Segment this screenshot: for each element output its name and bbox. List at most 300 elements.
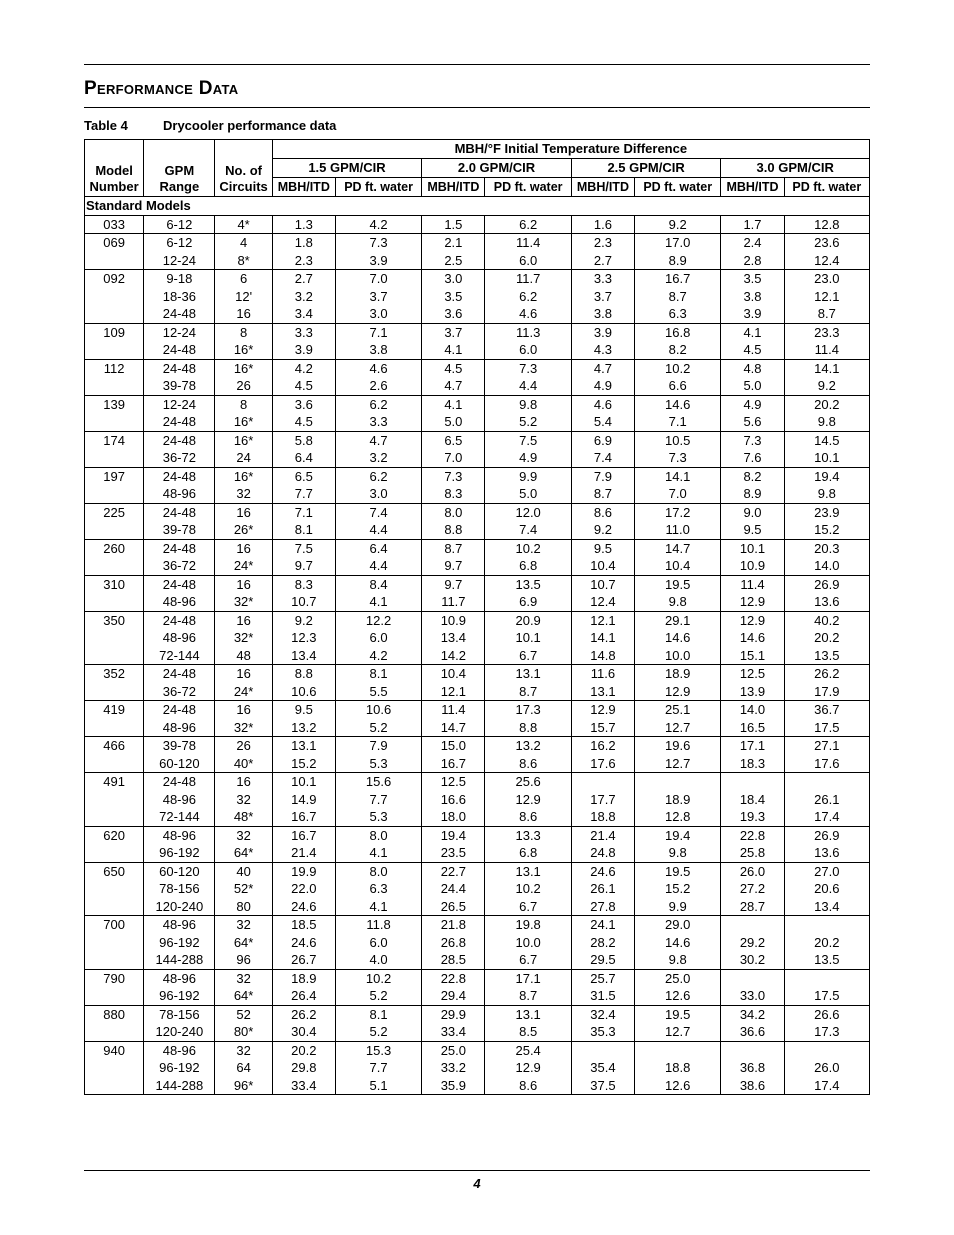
table-cell: 22.8 — [721, 826, 784, 844]
table-cell: 32* — [215, 593, 272, 611]
table-cell — [85, 288, 144, 306]
table-cell: 9.2 — [272, 611, 335, 629]
table-cell: 7.5 — [272, 539, 335, 557]
table-cell: 12.1 — [571, 611, 634, 629]
table-cell: 4.1 — [422, 341, 485, 359]
table-cell: 26.5 — [422, 898, 485, 916]
table-cell: 20.2 — [784, 629, 869, 647]
table-cell: 9.5 — [571, 539, 634, 557]
table-cell: 4.1 — [335, 593, 421, 611]
table-cell: 24-48 — [144, 503, 215, 521]
table-cell: 15.7 — [571, 719, 634, 737]
table-cell: 7.0 — [635, 485, 721, 503]
table-cell: 7.1 — [272, 503, 335, 521]
table-cell: 48-96 — [144, 969, 215, 987]
table-cell: 20.2 — [784, 395, 869, 413]
table-cell: 13.1 — [485, 1005, 571, 1023]
table-cell: 10.1 — [272, 773, 335, 791]
table-row — [85, 862, 870, 880]
table-cell: 12.7 — [635, 719, 721, 737]
table-cell: 1.6 — [571, 215, 634, 234]
table-cell: 9-18 — [144, 270, 215, 288]
table-cell — [85, 934, 144, 952]
table-cell: 16 — [215, 611, 272, 629]
table-cell: 6.9 — [571, 431, 634, 449]
table-cell: 15.3 — [335, 1041, 421, 1059]
table-cell: 24 — [215, 449, 272, 467]
table-cell: 6.8 — [485, 844, 571, 862]
table-row — [85, 503, 870, 521]
table-cell: 466 — [85, 737, 144, 755]
table-cell: 24* — [215, 557, 272, 575]
table-cell: 33.4 — [422, 1023, 485, 1041]
table-cell: 6.3 — [635, 305, 721, 323]
table-cell: 24-48 — [144, 359, 215, 377]
table-cell: 13.9 — [721, 683, 784, 701]
table-cell: 17.0 — [635, 234, 721, 252]
table-cell: 12.9 — [485, 1059, 571, 1077]
table-cell: 48-96 — [144, 826, 215, 844]
table-cell: 19.4 — [635, 826, 721, 844]
table-cell: 9.8 — [635, 593, 721, 611]
table-cell: 27.1 — [784, 737, 869, 755]
table-cell: 19.5 — [635, 1005, 721, 1023]
table-row — [85, 898, 870, 916]
table-cell: 9.2 — [635, 215, 721, 234]
table-row — [85, 270, 870, 288]
table-cell: 37.5 — [571, 1077, 634, 1095]
table-cell: 13.5 — [784, 647, 869, 665]
table-cell: 8.8 — [422, 521, 485, 539]
table-cell: 6.4 — [335, 539, 421, 557]
table-cell: 17.1 — [485, 969, 571, 987]
table-cell: 8.7 — [635, 288, 721, 306]
table-row — [85, 629, 870, 647]
table-cell: 12-24 — [144, 323, 215, 341]
table-cell: 20.2 — [784, 934, 869, 952]
page-number: 4 — [473, 1176, 481, 1191]
table-cell: 4.0 — [335, 951, 421, 969]
table-cell: 10.2 — [635, 359, 721, 377]
table-cell: 16 — [215, 305, 272, 323]
table-cell: 14.6 — [721, 629, 784, 647]
table-cell: 7.3 — [422, 467, 485, 485]
table-cell: 78-156 — [144, 880, 215, 898]
table-cell: 2.5 — [422, 252, 485, 270]
header-model: Model Number — [85, 140, 144, 197]
table-cell: 6.2 — [485, 215, 571, 234]
table-cell: 120-240 — [144, 1023, 215, 1041]
table-cell: 10.0 — [635, 647, 721, 665]
table-cell: 12.6 — [635, 1077, 721, 1095]
table-cell: 8.0 — [335, 862, 421, 880]
table-cell: 13.3 — [485, 826, 571, 844]
table-cell: 14.0 — [784, 557, 869, 575]
table-cell: 26.6 — [784, 1005, 869, 1023]
table-cell: 17.3 — [784, 1023, 869, 1041]
table-cell — [85, 755, 144, 773]
table-row — [85, 880, 870, 898]
table-cell: 5.5 — [335, 683, 421, 701]
table-cell: 15.6 — [335, 773, 421, 791]
table-cell: 48 — [215, 647, 272, 665]
header-sub: PD ft. water — [784, 178, 869, 197]
table-cell: 8.7 — [485, 683, 571, 701]
table-row — [85, 934, 870, 952]
table-cell: 8.7 — [485, 987, 571, 1005]
table-cell: 3.3 — [571, 270, 634, 288]
table-cell — [571, 1041, 634, 1059]
table-cell: 10.5 — [635, 431, 721, 449]
table-cell: 36.8 — [721, 1059, 784, 1077]
table-cell — [85, 305, 144, 323]
table-row — [85, 431, 870, 449]
table-cell: 14.8 — [571, 647, 634, 665]
table-cell: 6.8 — [485, 557, 571, 575]
table-row — [85, 951, 870, 969]
table-cell: 18.9 — [635, 665, 721, 683]
table-cell: 12.9 — [635, 683, 721, 701]
table-cell: 60-120 — [144, 862, 215, 880]
table-cell: 16 — [215, 773, 272, 791]
table-row — [85, 539, 870, 557]
table-cell: 4 — [215, 234, 272, 252]
table-cell: 9.2 — [571, 521, 634, 539]
table-cell: 790 — [85, 969, 144, 987]
header-sub: PD ft. water — [635, 178, 721, 197]
table-cell: 35.3 — [571, 1023, 634, 1041]
table-cell — [85, 413, 144, 431]
table-cell: 8.1 — [272, 521, 335, 539]
table-cell: 419 — [85, 701, 144, 719]
table-cell: 64* — [215, 844, 272, 862]
table-cell: 17.1 — [721, 737, 784, 755]
table-cell: 4.5 — [272, 413, 335, 431]
table-cell: 5.2 — [335, 1023, 421, 1041]
table-cell: 17.6 — [784, 755, 869, 773]
table-cell: 26.8 — [422, 934, 485, 952]
table-cell: 4.1 — [335, 898, 421, 916]
table-cell: 3.8 — [721, 288, 784, 306]
table-cell: 23.9 — [784, 503, 869, 521]
table-cell: 72-144 — [144, 808, 215, 826]
table-cell: 4.6 — [485, 305, 571, 323]
table-cell: 52* — [215, 880, 272, 898]
table-cell: 27.2 — [721, 880, 784, 898]
table-cell — [85, 449, 144, 467]
table-cell: 6.7 — [485, 898, 571, 916]
table-cell: 9.9 — [635, 898, 721, 916]
table-cell: 24-48 — [144, 431, 215, 449]
table-cell: 39-78 — [144, 521, 215, 539]
table-cell: 3.2 — [272, 288, 335, 306]
table-cell: 21.4 — [571, 826, 634, 844]
header-flow: 2.0 GPM/CIR — [422, 159, 572, 178]
table-cell: 12.7 — [635, 1023, 721, 1041]
table-cell: 31.5 — [571, 987, 634, 1005]
table-cell — [85, 844, 144, 862]
table-cell: 14.7 — [635, 539, 721, 557]
table-cell: 8.6 — [485, 1077, 571, 1095]
table-cell: 3.9 — [335, 252, 421, 270]
table-cell: 32 — [215, 1041, 272, 1059]
header-sub: MBH/ITD — [571, 178, 634, 197]
table-cell: 7.0 — [335, 270, 421, 288]
table-cell: 620 — [85, 826, 144, 844]
table-cell: 11.4 — [784, 341, 869, 359]
table-cell: 940 — [85, 1041, 144, 1059]
heading-rule — [84, 107, 870, 108]
table-cell: 29.5 — [571, 951, 634, 969]
table-cell: 14.1 — [784, 359, 869, 377]
table-cell: 32 — [215, 969, 272, 987]
table-cell: 3.6 — [272, 395, 335, 413]
table-cell: 880 — [85, 1005, 144, 1023]
header-flow: 2.5 GPM/CIR — [571, 159, 721, 178]
table-row — [85, 1023, 870, 1041]
table-row — [85, 647, 870, 665]
table-cell — [85, 791, 144, 809]
table-cell: 9.5 — [721, 521, 784, 539]
table-cell: 12.8 — [784, 215, 869, 234]
table-cell: 352 — [85, 665, 144, 683]
table-cell: 12.8 — [635, 808, 721, 826]
table-cell: 8.0 — [422, 503, 485, 521]
table-cell: 3.3 — [272, 323, 335, 341]
table-cell: 4.2 — [335, 215, 421, 234]
table-cell: 15.0 — [422, 737, 485, 755]
table-cell: 5.4 — [571, 413, 634, 431]
table-cell: 3.8 — [571, 305, 634, 323]
table-cell: 10.0 — [485, 934, 571, 952]
table-cell: 9.8 — [784, 485, 869, 503]
table-cell: 25.4 — [485, 1041, 571, 1059]
table-cell: 8.6 — [485, 755, 571, 773]
table-cell: 3.9 — [571, 323, 634, 341]
table-cell: 16.7 — [272, 808, 335, 826]
table-cell: 174 — [85, 431, 144, 449]
table-cell — [721, 916, 784, 934]
table-cell — [784, 773, 869, 791]
table-cell: 10.6 — [335, 701, 421, 719]
table-cell: 5.2 — [335, 987, 421, 1005]
table-cell: 24-48 — [144, 539, 215, 557]
table-cell: 6.7 — [485, 647, 571, 665]
table-cell: 26.2 — [784, 665, 869, 683]
table-row — [85, 557, 870, 575]
table-cell: 6.5 — [422, 431, 485, 449]
table-cell: 5.6 — [721, 413, 784, 431]
table-cell: 29.4 — [422, 987, 485, 1005]
table-cell: 8.8 — [272, 665, 335, 683]
table-cell: 5.0 — [485, 485, 571, 503]
table-cell: 28.2 — [571, 934, 634, 952]
table-cell: 12.1 — [784, 288, 869, 306]
table-cell: 11.6 — [571, 665, 634, 683]
table-cell: 64* — [215, 987, 272, 1005]
table-cell: 6.0 — [485, 341, 571, 359]
table-cell: 6.5 — [272, 467, 335, 485]
table-cell: 16 — [215, 665, 272, 683]
table-cell: 25.6 — [485, 773, 571, 791]
table-cell: 26.0 — [721, 862, 784, 880]
table-cell: 14.5 — [784, 431, 869, 449]
table-cell: 20.2 — [272, 1041, 335, 1059]
table-cell: 12.7 — [635, 755, 721, 773]
table-cell: 8.0 — [335, 826, 421, 844]
table-cell — [571, 773, 634, 791]
table-cell: 3.5 — [721, 270, 784, 288]
table-cell: 9.7 — [272, 557, 335, 575]
table-cell: 8.7 — [571, 485, 634, 503]
table-cell: 15.2 — [784, 521, 869, 539]
table-cell — [85, 719, 144, 737]
table-cell: 092 — [85, 270, 144, 288]
table-cell: 17.4 — [784, 1077, 869, 1095]
table-cell: 7.3 — [485, 359, 571, 377]
table-row — [85, 467, 870, 485]
table-cell: 11.3 — [485, 323, 571, 341]
table-cell: 25.7 — [571, 969, 634, 987]
table-row — [85, 826, 870, 844]
table-cell: 10.1 — [784, 449, 869, 467]
table-cell: 4.1 — [721, 323, 784, 341]
table-cell: 13.5 — [784, 951, 869, 969]
table-cell: 18.9 — [635, 791, 721, 809]
table-cell: 2.7 — [272, 270, 335, 288]
table-cell: 17.5 — [784, 719, 869, 737]
table-cell: 3.4 — [272, 305, 335, 323]
table-cell: 5.2 — [485, 413, 571, 431]
table-row — [85, 341, 870, 359]
table-cell: 36-72 — [144, 449, 215, 467]
table-cell: 12.9 — [721, 593, 784, 611]
table-cell: 9.8 — [635, 844, 721, 862]
table-cell — [85, 593, 144, 611]
table-cell: 3.5 — [422, 288, 485, 306]
table-cell: 26.7 — [272, 951, 335, 969]
section-row — [85, 197, 870, 216]
table-cell: 13.6 — [784, 844, 869, 862]
table-cell: 23.0 — [784, 270, 869, 288]
table-cell: 9.2 — [784, 377, 869, 395]
table-row — [85, 395, 870, 413]
table-cell: 9.7 — [422, 557, 485, 575]
table-cell: 39-78 — [144, 377, 215, 395]
section-label: Standard Models — [85, 197, 870, 216]
table-cell: 40 — [215, 862, 272, 880]
table-cell: 96-192 — [144, 934, 215, 952]
table-cell: 26.1 — [784, 791, 869, 809]
table-cell: 24-48 — [144, 701, 215, 719]
table-caption — [84, 118, 336, 133]
table-cell: 7.3 — [635, 449, 721, 467]
table-cell: 5.3 — [335, 755, 421, 773]
table-cell: 11.0 — [635, 521, 721, 539]
table-cell: 16* — [215, 359, 272, 377]
table-cell: 2.6 — [335, 377, 421, 395]
table-cell: 21.4 — [272, 844, 335, 862]
table-cell: 7.1 — [335, 323, 421, 341]
table-cell: 48-96 — [144, 916, 215, 934]
table-cell: 11.7 — [485, 270, 571, 288]
table-cell — [85, 647, 144, 665]
table-cell: 7.4 — [485, 521, 571, 539]
table-cell: 8.3 — [422, 485, 485, 503]
table-cell: 8.2 — [635, 341, 721, 359]
table-cell: 18.4 — [721, 791, 784, 809]
table-cell: 9.8 — [485, 395, 571, 413]
table-cell: 16 — [215, 539, 272, 557]
table-cell: 96-192 — [144, 1059, 215, 1077]
table-cell: 8.1 — [335, 1005, 421, 1023]
table-cell: 48-96 — [144, 791, 215, 809]
table-row — [85, 844, 870, 862]
table-cell: 27.0 — [784, 862, 869, 880]
table-cell: 4.1 — [335, 844, 421, 862]
table-cell: 36.6 — [721, 1023, 784, 1041]
table-cell: 1.3 — [272, 215, 335, 234]
table-cell: 33.2 — [422, 1059, 485, 1077]
table-cell: 14.2 — [422, 647, 485, 665]
table-cell: 23.6 — [784, 234, 869, 252]
table-cell: 3.7 — [571, 288, 634, 306]
table-row — [85, 808, 870, 826]
section-heading: Performance Data — [84, 78, 239, 99]
table-row — [85, 252, 870, 270]
table-cell: 33.0 — [721, 987, 784, 1005]
table-row — [85, 1005, 870, 1023]
table-cell: 8.5 — [485, 1023, 571, 1041]
top-rule — [84, 64, 870, 65]
table-cell: 12.1 — [422, 683, 485, 701]
table-cell: 29.0 — [635, 916, 721, 934]
table-cell: 13.1 — [485, 665, 571, 683]
table-row — [85, 969, 870, 987]
table-title: Drycooler performance data — [163, 118, 337, 133]
header-sub: MBH/ITD — [272, 178, 335, 197]
table-row — [85, 449, 870, 467]
table-cell: 13.5 — [485, 575, 571, 593]
table-row — [85, 719, 870, 737]
table-cell: 14.9 — [272, 791, 335, 809]
table-cell: 6.3 — [335, 880, 421, 898]
table-cell: 7.7 — [335, 1059, 421, 1077]
table-cell: 24.6 — [272, 934, 335, 952]
table-cell: 13.4 — [272, 647, 335, 665]
table-label: Table 4 — [84, 118, 128, 133]
table-cell: 29.2 — [721, 934, 784, 952]
table-cell: 4.1 — [422, 395, 485, 413]
table-cell: 17.7 — [571, 791, 634, 809]
table-cell: 18.9 — [272, 969, 335, 987]
table-cell: 5.8 — [272, 431, 335, 449]
table-cell — [85, 521, 144, 539]
table-cell: 24.8 — [571, 844, 634, 862]
table-cell: 197 — [85, 467, 144, 485]
table-cell: 16* — [215, 431, 272, 449]
table-row — [85, 234, 870, 252]
table-cell: 4.7 — [571, 359, 634, 377]
table-cell: 16 — [215, 503, 272, 521]
table-cell: 24-48 — [144, 773, 215, 791]
table-cell: 36-72 — [144, 683, 215, 701]
table-row — [85, 611, 870, 629]
table-cell: 12.9 — [721, 611, 784, 629]
table-cell: 29.9 — [422, 1005, 485, 1023]
table-cell — [721, 773, 784, 791]
table-cell: 32 — [215, 485, 272, 503]
